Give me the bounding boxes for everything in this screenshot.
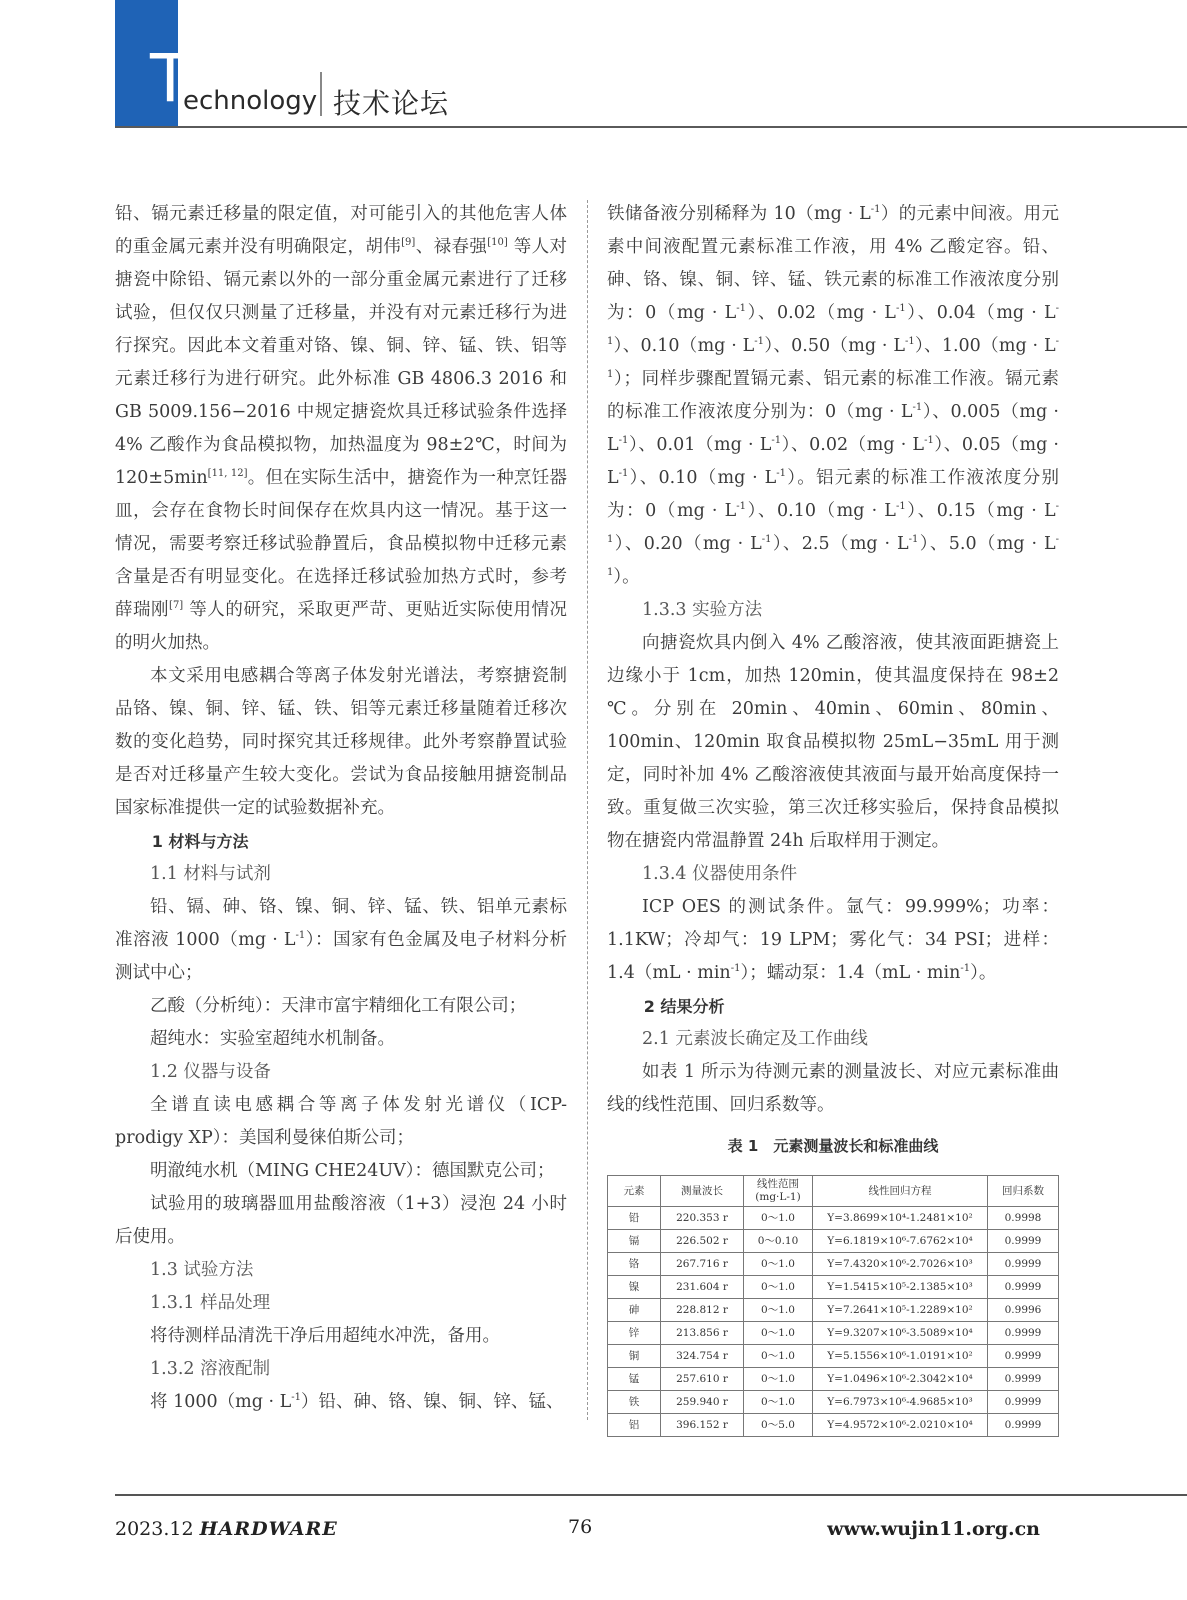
table-cell: Y=1.0496×10⁶-2.3042×10⁴ <box>813 1368 988 1391</box>
table-cell: Y=9.3207×10⁶-3.5089×10⁴ <box>813 1322 988 1345</box>
solution-paragraph-cont: 铁储备液分别稀释为 $10(mg \cdot L^{-1})$的元素中间液。用元素中间液配置元素标准工作液，用 4% 乙酸定容。铅、砷、铬、镍、铜、锌、锰、铁元素的标准工作液浓度分别为：$0(mg \cdot L^{-1})$、$0.02(mg \cdot L^{-1})$、$0.04(mg \cdot L^{-1})$、$0.10(mg \cdot L^{-1})$、$0.50(mg \cdot L^{-1})$、$1.00(mg \cdot L^{-1})$；同样步骤配置镉元素、铝元素的标准工作液。镉元素的标准工作液浓度分别为：$0(mg \cdot L^{-1})$、$0.005(mg \cdot L^{-1})$、$0.01(mg \cdot L^{-1})$、$0.02(mg \cdot L^{-1})$、$0.05(mg \cdot L^{-1})$、$0.10(mg \cdot L^{-1})$。铝元素的标准工作液浓度分别为：$0(mg \cdot L^{-1})$、$0.10(mg \cdot L^{-1})$、$0.15(mg \cdot L^{-1})$、$0.20(mg \cdot L^{-1})$、$2.5(mg \cdot L^{-1})$、$5.0(mg \cdot L^{-1})$。 <box>607 204 1060 587</box>
table-cell: 396.152 r <box>661 1414 744 1437</box>
subsection-1-3-2: 1.3.2 溶液配制 <box>150 1359 271 1379</box>
equipment-paragraph-2: 明澈纯水机（MING CHE24UV）：德国默克公司； <box>150 1161 555 1181</box>
table-cell: 267.716 r <box>661 1253 744 1276</box>
conditions-paragraph: ICP OES 的测试条件。氩气：99.999%；功率：1.1KW；冷却气：19 LPM；雾化气：34 PSI；进样：$1.4(mL \cdot \min^{-1})$；蠕动泵：$1.4(mL \cdot \min^{-1})$。 <box>607 897 1059 983</box>
column-divider <box>587 200 588 1420</box>
method-paragraph: 向搪瓷炊具内倒入 4% 乙酸溶液，使其液面距搪瓷上边缘小于 1cm，加热 120min，使其温度保持在 98±2 ℃。分别在 20min、40min、60min、80min、100min、120min 取食品模拟物 25mL−35mL 用于测定，同时补加 4% 乙酸溶液使其液面与最开始高度保持一致。重复做三次实验，第三次迁移实验后，保持食品模拟物在搪瓷内常温静置 24h 后取样用于测定。 <box>607 633 1059 851</box>
table-header: 测量波长 <box>661 1176 744 1207</box>
table-cell: 0～5.0 <box>744 1414 813 1437</box>
footer-rule <box>115 1494 1187 1496</box>
table-cell: 铁 <box>608 1391 661 1414</box>
subsection-1-3-4: 1.3.4 仪器使用条件 <box>642 864 798 884</box>
table-cell: 铅 <box>608 1207 661 1230</box>
table-cell: 0～1.0 <box>744 1299 813 1322</box>
reagent-paragraph-3: 超纯水：实验室超纯水机制备。 <box>150 1029 395 1049</box>
sample-paragraph: 将待测样品清洗干净后用超纯水冲洗，备用。 <box>150 1326 500 1346</box>
table-cell: 0～1.0 <box>744 1368 813 1391</box>
table-cell: 226.502 r <box>661 1230 744 1253</box>
table-cell: 镍 <box>608 1276 661 1299</box>
table-cell: 0～1.0 <box>744 1391 813 1414</box>
table-cell: 0.9999 <box>988 1368 1059 1391</box>
table-cell: 锌 <box>608 1322 661 1345</box>
table-cell: 213.856 r <box>661 1322 744 1345</box>
table-cell: Y=3.8699×10⁴-1.2481×10² <box>813 1207 988 1230</box>
table-cell: 0.9996 <box>988 1299 1059 1322</box>
table-header: 回归系数 <box>988 1176 1059 1207</box>
reagent-paragraph-2: 乙酸（分析纯）：天津市富宇精细化工有限公司； <box>150 996 527 1016</box>
table-header: 线性范围(mg·L-1) <box>744 1176 813 1207</box>
table-cell: 锰 <box>608 1368 661 1391</box>
table-cell: 0～1.0 <box>744 1276 813 1299</box>
table-row <box>608 1322 1059 1345</box>
table-header: 元素 <box>608 1176 661 1207</box>
footer-issue: 2023.12 HARDWARE <box>115 1518 338 1540</box>
table-cell: 0～1.0 <box>744 1322 813 1345</box>
table-cell: Y=7.4320×10⁶-2.7026×10³ <box>813 1253 988 1276</box>
table-cell: Y=7.2641×10⁵-1.2289×10² <box>813 1299 988 1322</box>
element-wavelength-table <box>607 1175 1059 1437</box>
table-cell: Y=6.7973×10⁶-4.9685×10³ <box>813 1391 988 1414</box>
subsection-2-1: 2.1 元素波长确定及工作曲线 <box>642 1029 868 1049</box>
table-cell: 0.9999 <box>988 1391 1059 1414</box>
intro-paragraph-2: 本文采用电感耦合等离子体发射光谱法，考察搪瓷制品铬、镍、铜、锌、锰、铁、铝等元素迁移量随着迁移次数的变化趋势，同时探究其迁移规律。此外考察静置试验是否对迁移量产生较大变化。尝试为食品接触用搪瓷制品国家标准提供一定的试验数据补充。 <box>115 666 567 818</box>
result-paragraph: 如表 1 所示为待测元素的测量波长、对应元素标准曲线的线性范围、回归系数等。 <box>607 1062 1059 1115</box>
table-cell: 0.9999 <box>988 1253 1059 1276</box>
table-row <box>608 1391 1059 1414</box>
table-cell: 铜 <box>608 1345 661 1368</box>
table-cell: Y=4.9572×10⁶-2.0210×10⁴ <box>813 1414 988 1437</box>
header-section-title: 技术论坛 <box>333 87 450 120</box>
page-number: 76 <box>568 1516 593 1538</box>
table-cell: 砷 <box>608 1299 661 1322</box>
subsection-1-2: 1.2 仪器与设备 <box>150 1062 271 1082</box>
section-heading-1: 1 材料与方法 <box>151 832 249 851</box>
table-cell: 铬 <box>608 1253 661 1276</box>
header-technology: echnology <box>183 86 318 116</box>
table-cell: 231.604 r <box>661 1276 744 1299</box>
table-row <box>608 1414 1059 1437</box>
table-cell: 0～1.0 <box>744 1345 813 1368</box>
header-letter-t: T <box>150 40 191 117</box>
table-row <box>608 1276 1059 1299</box>
table-row <box>608 1253 1059 1276</box>
reagent-paragraph-1: 铅、镉、砷、铬、镍、铜、锌、锰、铁、铝单元素标准溶液 $1000(mg \cdot L^{-1})$：国家有色金属及电子材料分析测试中心； <box>115 897 567 983</box>
table-header: 线性回归方程 <box>813 1176 988 1207</box>
subsection-1-3-1: 1.3.1 样品处理 <box>150 1293 271 1313</box>
table-cell: 0～0.10 <box>744 1230 813 1253</box>
intro-paragraph: 铅、镉元素迁移量的限定值，对可能引入的其他危害人体的重金属元素并没有明确限定，胡伟[9]、禄春强[10] 等人对搪瓷中除铅、镉元素以外的一部分重金属元素进行了迁移试验，但仅仅只测量了迁移量，并没有对元素迁移行为进行探究。因此本文着重对铬、镍、铜、锌、锰、铁、铝等元素迁移行为进行研究。此外标准 GB 4806.3 2016 和 GB 5009.156−2016 中规定搪瓷炊具迁移试验条件选择 4% 乙酸作为食品模拟物，加热温度为 98±2℃，时间为 120±5min[11, 12]。但在实际生活中，搪瓷作为一种烹饪器皿，会存在食物长时间保存在炊具内这一情况。基于这一情况，需要考察迁移试验静置后，食品模拟物中迁移元素含量是否有明显变化。在选择迁移试验加热方式时，参考薛瑞刚[7] 等人的研究，采取更严苛、更贴近实际使用情况的明火加热。 <box>115 204 568 653</box>
table-body <box>608 1207 1059 1437</box>
left-column <box>115 198 567 1419</box>
table-row <box>608 1345 1059 1368</box>
table-cell: 铝 <box>608 1414 661 1437</box>
subsection-1-1: 1.1 材料与试剂 <box>150 864 271 884</box>
table-cell: 0.9999 <box>988 1414 1059 1437</box>
table-row <box>608 1230 1059 1253</box>
table-cell: 220.353 r <box>661 1207 744 1230</box>
table-row <box>608 1207 1059 1230</box>
table-cell: 0.9999 <box>988 1322 1059 1345</box>
header-rule <box>115 126 1187 128</box>
table-header-row <box>608 1176 1059 1207</box>
table-row <box>608 1368 1059 1391</box>
table-cell: 0～1.0 <box>744 1207 813 1230</box>
table-cell: 0.9998 <box>988 1207 1059 1230</box>
table-cell: 324.754 r <box>661 1345 744 1368</box>
table-cell: 228.812 r <box>661 1299 744 1322</box>
table-row <box>608 1299 1059 1322</box>
table-cell: 0.9999 <box>988 1345 1059 1368</box>
table-cell: 镉 <box>608 1230 661 1253</box>
table-cell: 0.9999 <box>988 1230 1059 1253</box>
section-heading-2: 2 结果分析 <box>643 997 725 1016</box>
footer-url: www.wujin11.org.cn <box>827 1518 1040 1540</box>
table-cell: Y=1.5415×10⁵-2.1385×10³ <box>813 1276 988 1299</box>
solution-paragraph-start: 将 $1000(mg \cdot L^{-1})$铅、砷、铬、镍、铜、锌、锰、 <box>150 1392 564 1412</box>
header-separator <box>320 72 322 116</box>
equipment-paragraph-3: 试验用的玻璃器皿用盐酸溶液（1+3）浸泡 24 小时后使用。 <box>115 1194 567 1247</box>
subsection-1-3-3: 1.3.3 实验方法 <box>642 600 763 620</box>
right-column <box>607 198 1059 1437</box>
table-cell: 259.940 r <box>661 1391 744 1414</box>
table-cell: Y=5.1556×10⁶-1.0191×10² <box>813 1345 988 1368</box>
table-title: 表 1 元素测量波长和标准曲线 <box>727 1137 939 1155</box>
equipment-paragraph-1: 全谱直读电感耦合等离子体发射光谱仪（ICP-prodigy XP）：美国利曼徕伯斯公司； <box>115 1095 567 1148</box>
table-cell: 0～1.0 <box>744 1253 813 1276</box>
table-cell: Y=6.1819×10⁶-7.6762×10⁴ <box>813 1230 988 1253</box>
table-cell: 0.9999 <box>988 1276 1059 1299</box>
subsection-1-3: 1.3 试验方法 <box>150 1260 254 1280</box>
table-cell: 257.610 r <box>661 1368 744 1391</box>
